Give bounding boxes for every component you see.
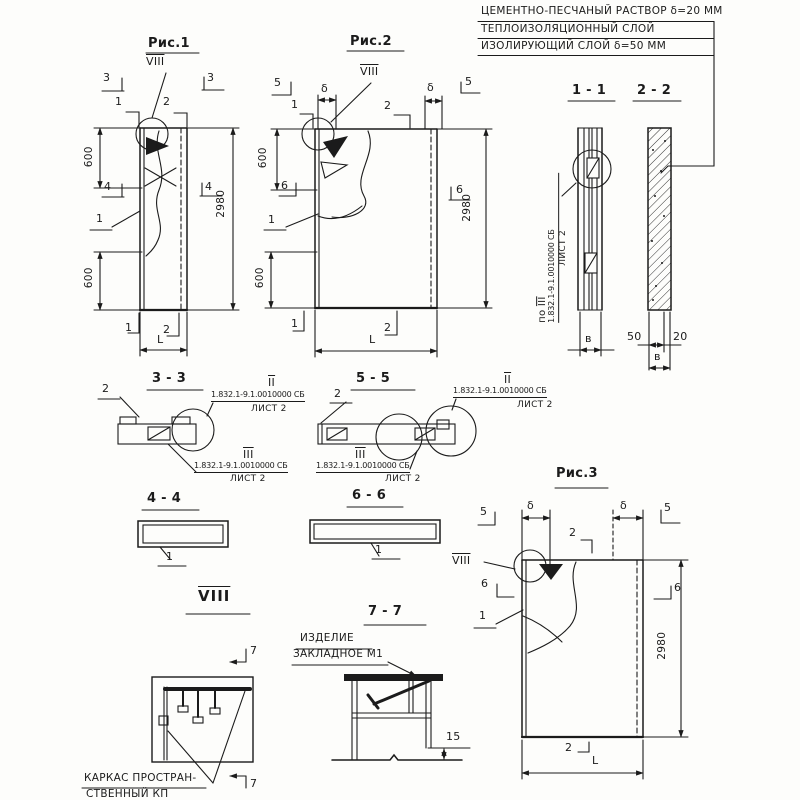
fig1-section-mark-4-left: 4 bbox=[104, 180, 112, 193]
section-5-5-callout-right-num: $\overline{II}$ bbox=[504, 373, 512, 386]
section-5-5-callout-right-ref: 1.832.1-9.1.0010000 СБ bbox=[453, 387, 547, 398]
section-7-7-dim-15: 15 bbox=[446, 730, 461, 743]
fig1-detail-mark-viii: VIII bbox=[146, 55, 165, 68]
section-3-3-callout-bottom-sheet: ЛИСТ 2 bbox=[230, 474, 266, 484]
fig2-pos-mark-2-bottom: 2 bbox=[384, 321, 392, 334]
ref-prefix: по bbox=[537, 306, 549, 323]
fig3-dim-length-L: L bbox=[592, 754, 599, 767]
fig2-section-mark-6-right: 6 bbox=[456, 183, 464, 196]
note-mortar-layer: ЦЕМЕНТНО-ПЕСЧАНЫЙ РАСТВОР δ=20 ММ bbox=[481, 5, 723, 17]
section-3-3-callout-bottom-num: $\overline{III}$ bbox=[243, 448, 254, 461]
fig2-title: Рис.2 bbox=[350, 34, 392, 49]
section-6-6-title: 6 - 6 bbox=[352, 488, 387, 503]
note-isolating-layer: ИЗОЛИРУЮЩИЙ СЛОЙ δ=50 ММ bbox=[481, 40, 667, 52]
section-7-7-label-embed-line2: ЗАКЛАДНОЕ М1 bbox=[293, 648, 384, 660]
fig2-dim-delta-left: δ bbox=[321, 82, 329, 95]
fig2-section-mark-5-right: 5 bbox=[465, 75, 473, 88]
detail-viii-label-frame-line1: КАРКАС ПРОСТРАН- bbox=[84, 772, 197, 784]
fig2-section-mark-5-left: 5 bbox=[274, 76, 282, 89]
section-1-1-ref-note bbox=[537, 173, 569, 323]
section-3-3-item-2-leader: 2 bbox=[102, 382, 110, 395]
fig3-detail-mark-viii: VIII bbox=[452, 554, 471, 567]
section-4-4-title: 4 - 4 bbox=[147, 491, 182, 506]
section-4-4-item-1-leader: 1 bbox=[166, 550, 174, 563]
section-5-5-linework bbox=[318, 387, 476, 469]
fig2-dim-delta-right: δ bbox=[427, 81, 435, 94]
section-3-3-linework bbox=[98, 390, 214, 472]
fig3-dim-delta-right: δ bbox=[620, 499, 628, 512]
fig2-detail-mark-viii: VIII bbox=[360, 65, 379, 78]
detail-viii-title: VIII bbox=[198, 587, 231, 605]
fig1-dim-600-bottom: 600 bbox=[83, 267, 96, 289]
fig3-dim-delta-left: δ bbox=[527, 499, 535, 512]
fig1-section-mark-3-left: 3 bbox=[103, 71, 111, 84]
detail-viii-section-mark-7-bottom: 7 bbox=[250, 777, 258, 790]
detail-viii-label-frame-line2: СТВЕННЫЙ КП bbox=[86, 788, 169, 800]
section-4-4-linework bbox=[138, 510, 228, 566]
section-2-2-dim-b: в bbox=[654, 350, 661, 363]
fig2-pos-mark-1-top: 1 bbox=[291, 98, 299, 111]
fig1-pos-mark-2-bottom: 2 bbox=[163, 323, 171, 336]
ref-detail-num: $\overline{III}$ bbox=[537, 296, 549, 307]
section-7-7-linework bbox=[292, 625, 470, 760]
fig3-pos-mark-2-bottom: 2 bbox=[565, 741, 573, 754]
note-insulation-layer: ТЕПЛОИЗОЛЯЦИОННЫЙ СЛОЙ bbox=[481, 23, 655, 35]
fig1-dim-600-top: 600 bbox=[83, 146, 96, 168]
fig2-dim-600-top: 600 bbox=[257, 147, 270, 169]
fig3-item-1-leader: 1 bbox=[479, 609, 487, 622]
section-5-5-item-2-leader: 2 bbox=[334, 387, 342, 400]
fig1-section-mark-3-right: 3 bbox=[207, 71, 215, 84]
section-2-2-dim-20: 20 bbox=[673, 330, 688, 343]
fig1-dim-2980: 2980 bbox=[215, 189, 228, 218]
section-5-5-callout-right-sheet: ЛИСТ 2 bbox=[517, 400, 553, 410]
fig2-item-1-leader: 1 bbox=[268, 213, 276, 226]
fig3-dim-2980: 2980 bbox=[656, 631, 669, 660]
fig2-dim-2980: 2980 bbox=[461, 193, 474, 222]
section-1-1-dim-b: в bbox=[585, 332, 592, 345]
fig3-section-mark-5-right: 5 bbox=[664, 501, 672, 514]
section-5-5-callout-bottom-ref: 1.832.1-9.1.0010000 СБ bbox=[316, 462, 410, 473]
fig1-pos-mark-1-bottom: 1 bbox=[125, 321, 133, 334]
fig1-title: Рис.1 bbox=[148, 36, 190, 51]
section-3-3-callout-top-sheet: ЛИСТ 2 bbox=[251, 404, 287, 414]
section-7-7-title: 7 - 7 bbox=[368, 604, 403, 619]
ref-series: 1.832.1-9.1.0010000 СБ bbox=[548, 173, 559, 323]
fig3-pos-mark-2-top: 2 bbox=[569, 526, 577, 539]
fig2-dim-length-L: L bbox=[369, 333, 376, 346]
section-2-2-title: 2 - 2 bbox=[637, 83, 672, 98]
fig3-section-mark-6-left: 6 bbox=[481, 577, 489, 590]
fig1-dim-length-L: L bbox=[157, 333, 164, 346]
fig3-section-mark-6-right: 6 bbox=[674, 581, 682, 594]
fig2-dim-600-bottom: 600 bbox=[254, 267, 267, 289]
section-5-5-callout-bottom-sheet: ЛИСТ 2 bbox=[385, 474, 421, 484]
section-1-1-linework bbox=[562, 101, 615, 356]
fig3-title: Рис.3 bbox=[556, 466, 598, 481]
section-3-3-callout-top-ref: 1.832.1-9.1.0010000 СБ bbox=[211, 391, 305, 402]
fig2-section-mark-6-left: 6 bbox=[281, 179, 289, 192]
section-7-7-label-embed-line1: ИЗДЕЛИЕ bbox=[300, 632, 354, 644]
section-6-6-item-1-leader: 1 bbox=[375, 543, 383, 556]
fig2-pos-mark-2-top: 2 bbox=[384, 99, 392, 112]
fig1-section-mark-4-right: 4 bbox=[205, 180, 213, 193]
fig1-item-1-leader: 1 bbox=[96, 212, 104, 225]
detail-viii-section-mark-7-top: 7 bbox=[250, 644, 258, 657]
fig2-linework bbox=[264, 51, 492, 357]
section-3-3-callout-bottom-ref: 1.832.1-9.1.0010000 СБ bbox=[194, 462, 288, 473]
fig1-pos-mark-1-top: 1 bbox=[115, 95, 123, 108]
section-3-3-callout-top-num: $\overline{II}$ bbox=[268, 376, 276, 389]
fig1-pos-mark-2-top: 2 bbox=[163, 95, 171, 108]
ref-sheet: ЛИСТ 2 bbox=[557, 230, 568, 266]
section-2-2-dim-50: 50 bbox=[627, 330, 642, 343]
section-5-5-callout-bottom-num: $\overline{III}$ bbox=[355, 448, 366, 461]
section-1-1-title: 1 - 1 bbox=[572, 83, 607, 98]
section-5-5-title: 5 - 5 bbox=[356, 371, 391, 386]
fig2-pos-mark-1-bottom: 1 bbox=[291, 317, 299, 330]
fig3-section-mark-5-left: 5 bbox=[480, 505, 488, 518]
section-3-3-title: 3 - 3 bbox=[152, 371, 187, 386]
